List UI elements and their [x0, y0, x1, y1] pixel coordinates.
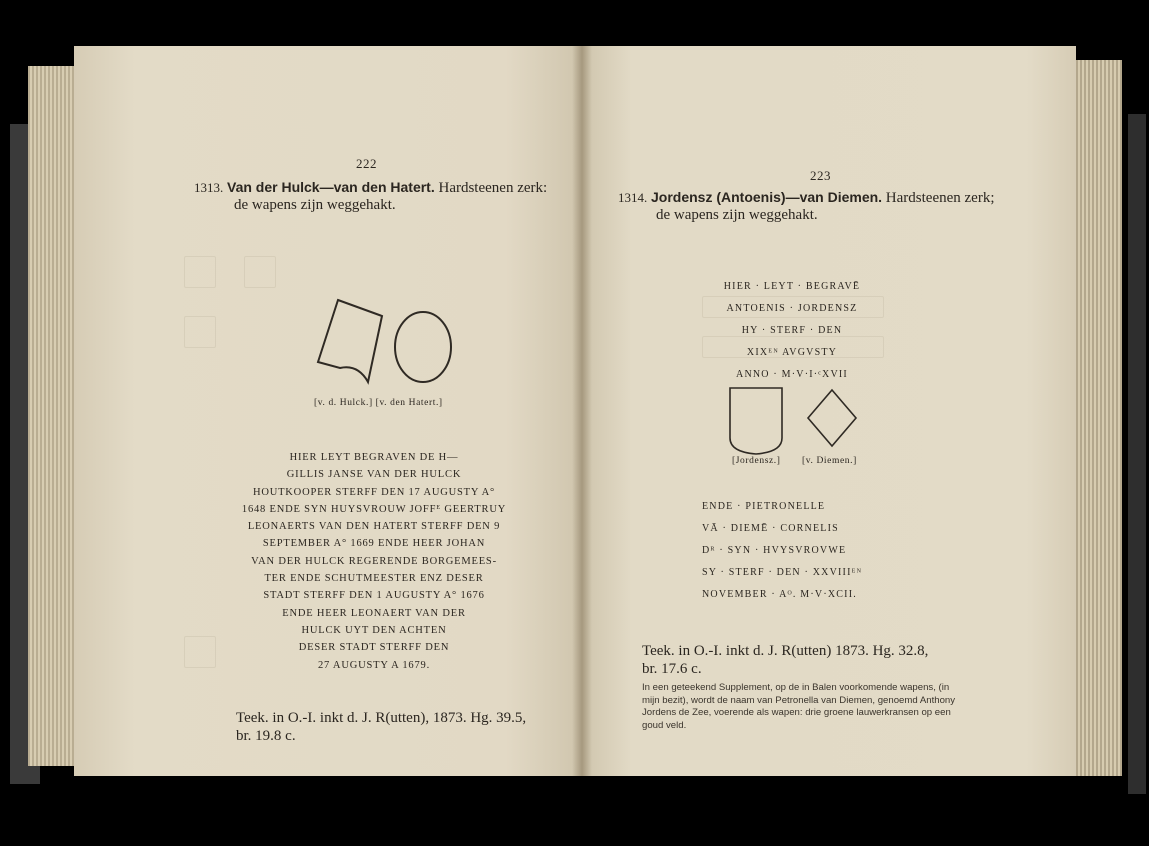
inscription-line: XIXᴱᴺ AVGVSTY	[746, 347, 838, 358]
inscription-line: HY · STERF · DEN	[741, 325, 843, 336]
inscription-line: VAN DER HULCK REGERENDE BORGEMEES-	[251, 555, 497, 567]
footnote-line: goud veld.	[642, 719, 687, 731]
page-number: 223	[810, 168, 831, 183]
inscription-line: SY · STERF · DEN · XXVIIIᴱᴺ	[702, 567, 863, 578]
shield-caption: [v. d. Hulck.] [v. den Hatert.]	[314, 398, 443, 408]
footnote-line: In een geteekend Supplement, op de in Balen voorkomende wapens, (in	[642, 682, 950, 693]
inscription-line: HULCK UYT DEN ACHTEN	[301, 624, 447, 636]
inscription-line: VĀ · DIEMĒ · CORNELIS	[702, 523, 839, 534]
inscription-line: STADT STERFF DEN 1 AUGUSTY A° 1676	[263, 590, 485, 602]
coat-of-arms-drawing	[310, 298, 470, 398]
inscription-line: Dᴿ · SYN · HVYSVROVWE	[702, 545, 847, 556]
inscription-block	[224, 449, 524, 674]
footnote-line: Jordens de Zee, voerende als wapen: drie groene lauwerkransen op een	[642, 707, 951, 718]
footnote	[642, 682, 1014, 732]
entry-number: 1314.	[618, 190, 648, 205]
left-page	[74, 46, 582, 776]
drawing-dimensions: br. 17.6 c.	[642, 661, 702, 677]
book-cover-right	[1128, 114, 1146, 794]
footnote-line: mijn bezit), wordt de naam van Petronella van Diemen, genoemd Anthony	[642, 694, 956, 706]
inscription-line: GILLIS JANSE VAN DER HULCK	[286, 469, 462, 481]
inscription-line: DESER STADT STERFF DEN	[298, 642, 450, 654]
inscription-line: ANNO · M·V·I·ᶜXVII	[736, 369, 848, 380]
inscription-line: ENDE · PIETRONELLE	[702, 501, 826, 512]
inscription-top	[692, 276, 892, 386]
inscription-line: ENDE HEER LEONAERT VAN DER	[282, 607, 466, 619]
entry-description-cont: de wapens zijn weggehakt.	[656, 207, 818, 223]
shield-caption-right: [v. Diemen.]	[802, 456, 857, 466]
inscription-line: LEONAERTS VAN DEN HATERT STERFF DEN 9	[247, 521, 501, 533]
shield-caption-left: [Jordensz.]	[732, 456, 781, 466]
inscription-line: SEPTEMBER A° 1669 ENDE HEER JOHAN	[262, 538, 486, 550]
inscription-line: HOUTKOOPER STERFF DEN 17 AUGUSTY A°	[252, 486, 496, 498]
inscription-line: HIER · LEYT · BEGRAVĒ	[723, 281, 861, 292]
right-page	[582, 46, 1076, 776]
coat-of-arms-drawing	[726, 386, 866, 460]
drawing-credit: Teek. in O.-I. inkt d. J. R(utten), 1873. Hg. 39.5,	[236, 710, 527, 726]
book-gutter	[572, 46, 592, 776]
inscription-bottom	[702, 496, 872, 606]
entry-number: 1313.	[194, 180, 224, 195]
inscription-line: TER ENDE SCHUTMEESTER ENZ DESER	[264, 573, 484, 585]
page-edges-right	[1072, 60, 1122, 776]
drawing-credit: Teek. in O.-I. inkt d. J. R(utten) 1873. Hg. 32.8,	[642, 643, 929, 659]
entry-title: Van der Hulck—van den Hatert.	[227, 179, 435, 195]
entry-heading	[618, 188, 1038, 207]
entry-description: Hardsteenen zerk:	[438, 180, 548, 196]
entry-title: Jordensz (Antoenis)—van Diemen.	[651, 189, 883, 205]
inscription-line: 27 AUGUSTY A 1679.	[317, 659, 431, 671]
book-photo	[6, 24, 1146, 814]
inscription-line: 1648 ENDE SYN HUYSVROUW JOFFᴱ GEERTRUY	[241, 503, 507, 515]
entry-description: Hardsteenen zerk;	[885, 190, 995, 206]
entry-description-cont: de wapens zijn weggehakt.	[234, 197, 396, 213]
entry-heading	[194, 178, 574, 197]
page-number: 222	[356, 156, 377, 171]
inscription-line: NOVEMBER · Aᴼ. M·V·XCII.	[702, 589, 857, 600]
inscription-line: HIER LEYT BEGRAVEN DE H—	[289, 452, 459, 463]
drawing-dimensions: br. 19.8 c.	[236, 728, 296, 744]
inscription-line: ANTOENIS · JORDENSZ	[726, 303, 858, 314]
